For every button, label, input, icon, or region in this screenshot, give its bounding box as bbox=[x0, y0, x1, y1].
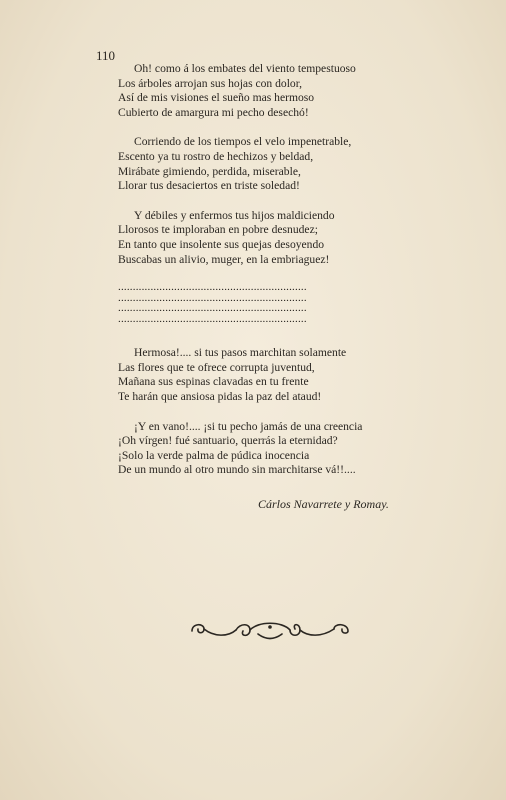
poem-line: Y débiles y enfermos tus hijos maldiciendo bbox=[134, 208, 335, 222]
poem-line: Cubierto de amargura mi pecho desechó! bbox=[118, 105, 309, 119]
poem-line: Así de mis visiones el sueño mas hermoso bbox=[118, 91, 315, 105]
poem-line: En tanto que insolente sus quejas desoyendo bbox=[118, 237, 325, 251]
stanza bbox=[118, 135, 448, 193]
poem-line: Hermosa!.... si tus pasos marchitan solamente bbox=[134, 346, 347, 360]
dot-line: ................................................................ bbox=[118, 303, 307, 314]
poem-line: Buscabas un alivio, muger, en la embriaguez! bbox=[118, 252, 330, 266]
stanza bbox=[118, 62, 448, 120]
poem-line: Te harán que ansiosa pidas la paz del ataud! bbox=[118, 389, 322, 403]
poem bbox=[118, 62, 448, 493]
author-signature: Cárlos Navarrete y Romay. bbox=[258, 497, 389, 511]
poem-line: Las flores que te ofrece corrupta juventud, bbox=[118, 360, 315, 374]
poem-line: De un mundo al otro mundo sin marchitarse vá!!.... bbox=[118, 463, 356, 477]
stanza bbox=[118, 420, 448, 478]
poem-line: Oh! como á los embates del viento tempestuoso bbox=[134, 62, 356, 75]
poem-line: Llorar tus desaciertos en triste soledad! bbox=[118, 179, 300, 193]
poem-line: Llorosos te imploraban en pobre desnudez; bbox=[118, 223, 318, 237]
dot-line: ................................................................ bbox=[118, 292, 307, 304]
stanza bbox=[118, 346, 448, 404]
poem-line: Mañana sus espinas clavadas en tu frente bbox=[118, 375, 309, 389]
dot-line: ................................................................ bbox=[118, 313, 307, 325]
poem-line: ¡Y en vano!.... ¡si tu pecho jamás de una creencia bbox=[134, 419, 363, 433]
dot-line: ................................................................ bbox=[118, 282, 307, 293]
poem-line: Los árboles arrojan sus hojas con dolor, bbox=[118, 76, 303, 90]
stanza bbox=[118, 209, 448, 267]
decorative-flourish-icon bbox=[188, 615, 352, 645]
poem-line: ¡Oh vírgen! fué santuario, querrás la eternidad? bbox=[118, 434, 338, 448]
poem-line: Corriendo de los tiempos el velo impenetrable, bbox=[134, 135, 352, 149]
poem-line: Escento ya tu rostro de hechizos y beldad, bbox=[118, 149, 314, 163]
poem-line: ¡Solo la verde palma de púdica inocencia bbox=[118, 448, 310, 462]
page-number: 110 bbox=[96, 48, 116, 63]
poem-line: Mirábate gimiendo, perdida, miserable, bbox=[118, 164, 301, 178]
ellipsis-rows bbox=[118, 282, 448, 324]
